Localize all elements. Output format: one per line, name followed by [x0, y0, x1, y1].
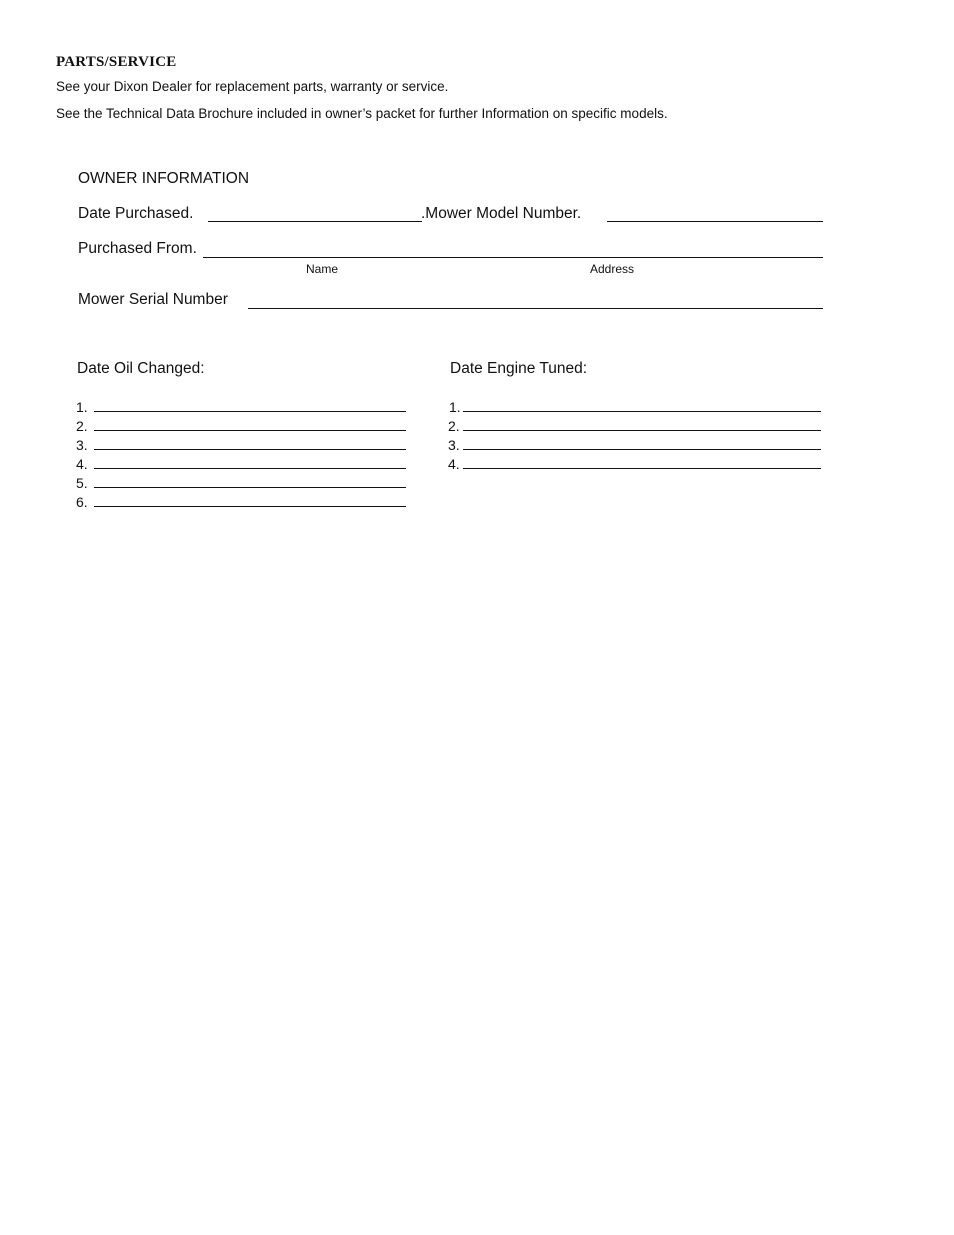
oil-entry-number: 4. — [76, 456, 88, 472]
owner-info-title: OWNER INFORMATION — [78, 170, 250, 187]
oil-entry-field[interactable] — [94, 430, 406, 431]
oil-entry-number: 2. — [76, 418, 88, 434]
serial-number-field[interactable] — [248, 308, 823, 309]
model-number-label: .Mower Model Number. — [421, 205, 582, 222]
engine-entry-field[interactable] — [463, 468, 821, 469]
engine-entry-field[interactable] — [463, 411, 821, 412]
engine-entry-number: 1. — [449, 399, 461, 415]
oil-entry-field[interactable] — [94, 449, 406, 450]
oil-entry-field[interactable] — [94, 411, 406, 412]
oil-entry-number: 6. — [76, 494, 88, 510]
oil-entry-field[interactable] — [94, 487, 406, 488]
oil-entry-field[interactable] — [94, 468, 406, 469]
purchased-from-label: Purchased From. — [78, 240, 197, 257]
intro-line-brochure: See the Technical Data Brochure included in owner’s packet for further Information on specific models. — [56, 106, 668, 121]
oil-changed-title: Date Oil Changed: — [77, 360, 205, 377]
oil-entry-field[interactable] — [94, 506, 406, 507]
page-title: PARTS/SERVICE — [56, 54, 177, 70]
purchased-from-field[interactable] — [203, 257, 823, 258]
engine-entry-number: 4. — [448, 456, 460, 472]
serial-number-label: Mower Serial Number — [78, 291, 228, 308]
engine-entry-field[interactable] — [463, 449, 821, 450]
date-purchased-field[interactable] — [208, 221, 422, 222]
intro-line-dealer: See your Dixon Dealer for replacement parts, warranty or service. — [56, 79, 449, 94]
oil-entry-number: 5. — [76, 475, 88, 491]
engine-entry-field[interactable] — [463, 430, 821, 431]
engine-entry-number: 3. — [448, 437, 460, 453]
name-caption: Name — [306, 262, 339, 276]
engine-entry-number: 2. — [448, 418, 460, 434]
oil-entry-number: 3. — [76, 437, 88, 453]
oil-entry-number: 1. — [76, 399, 88, 415]
engine-tuned-title: Date Engine Tuned: — [450, 360, 588, 377]
date-purchased-label: Date Purchased. — [78, 205, 194, 222]
address-caption: Address — [590, 262, 635, 276]
model-number-field[interactable] — [607, 221, 823, 222]
